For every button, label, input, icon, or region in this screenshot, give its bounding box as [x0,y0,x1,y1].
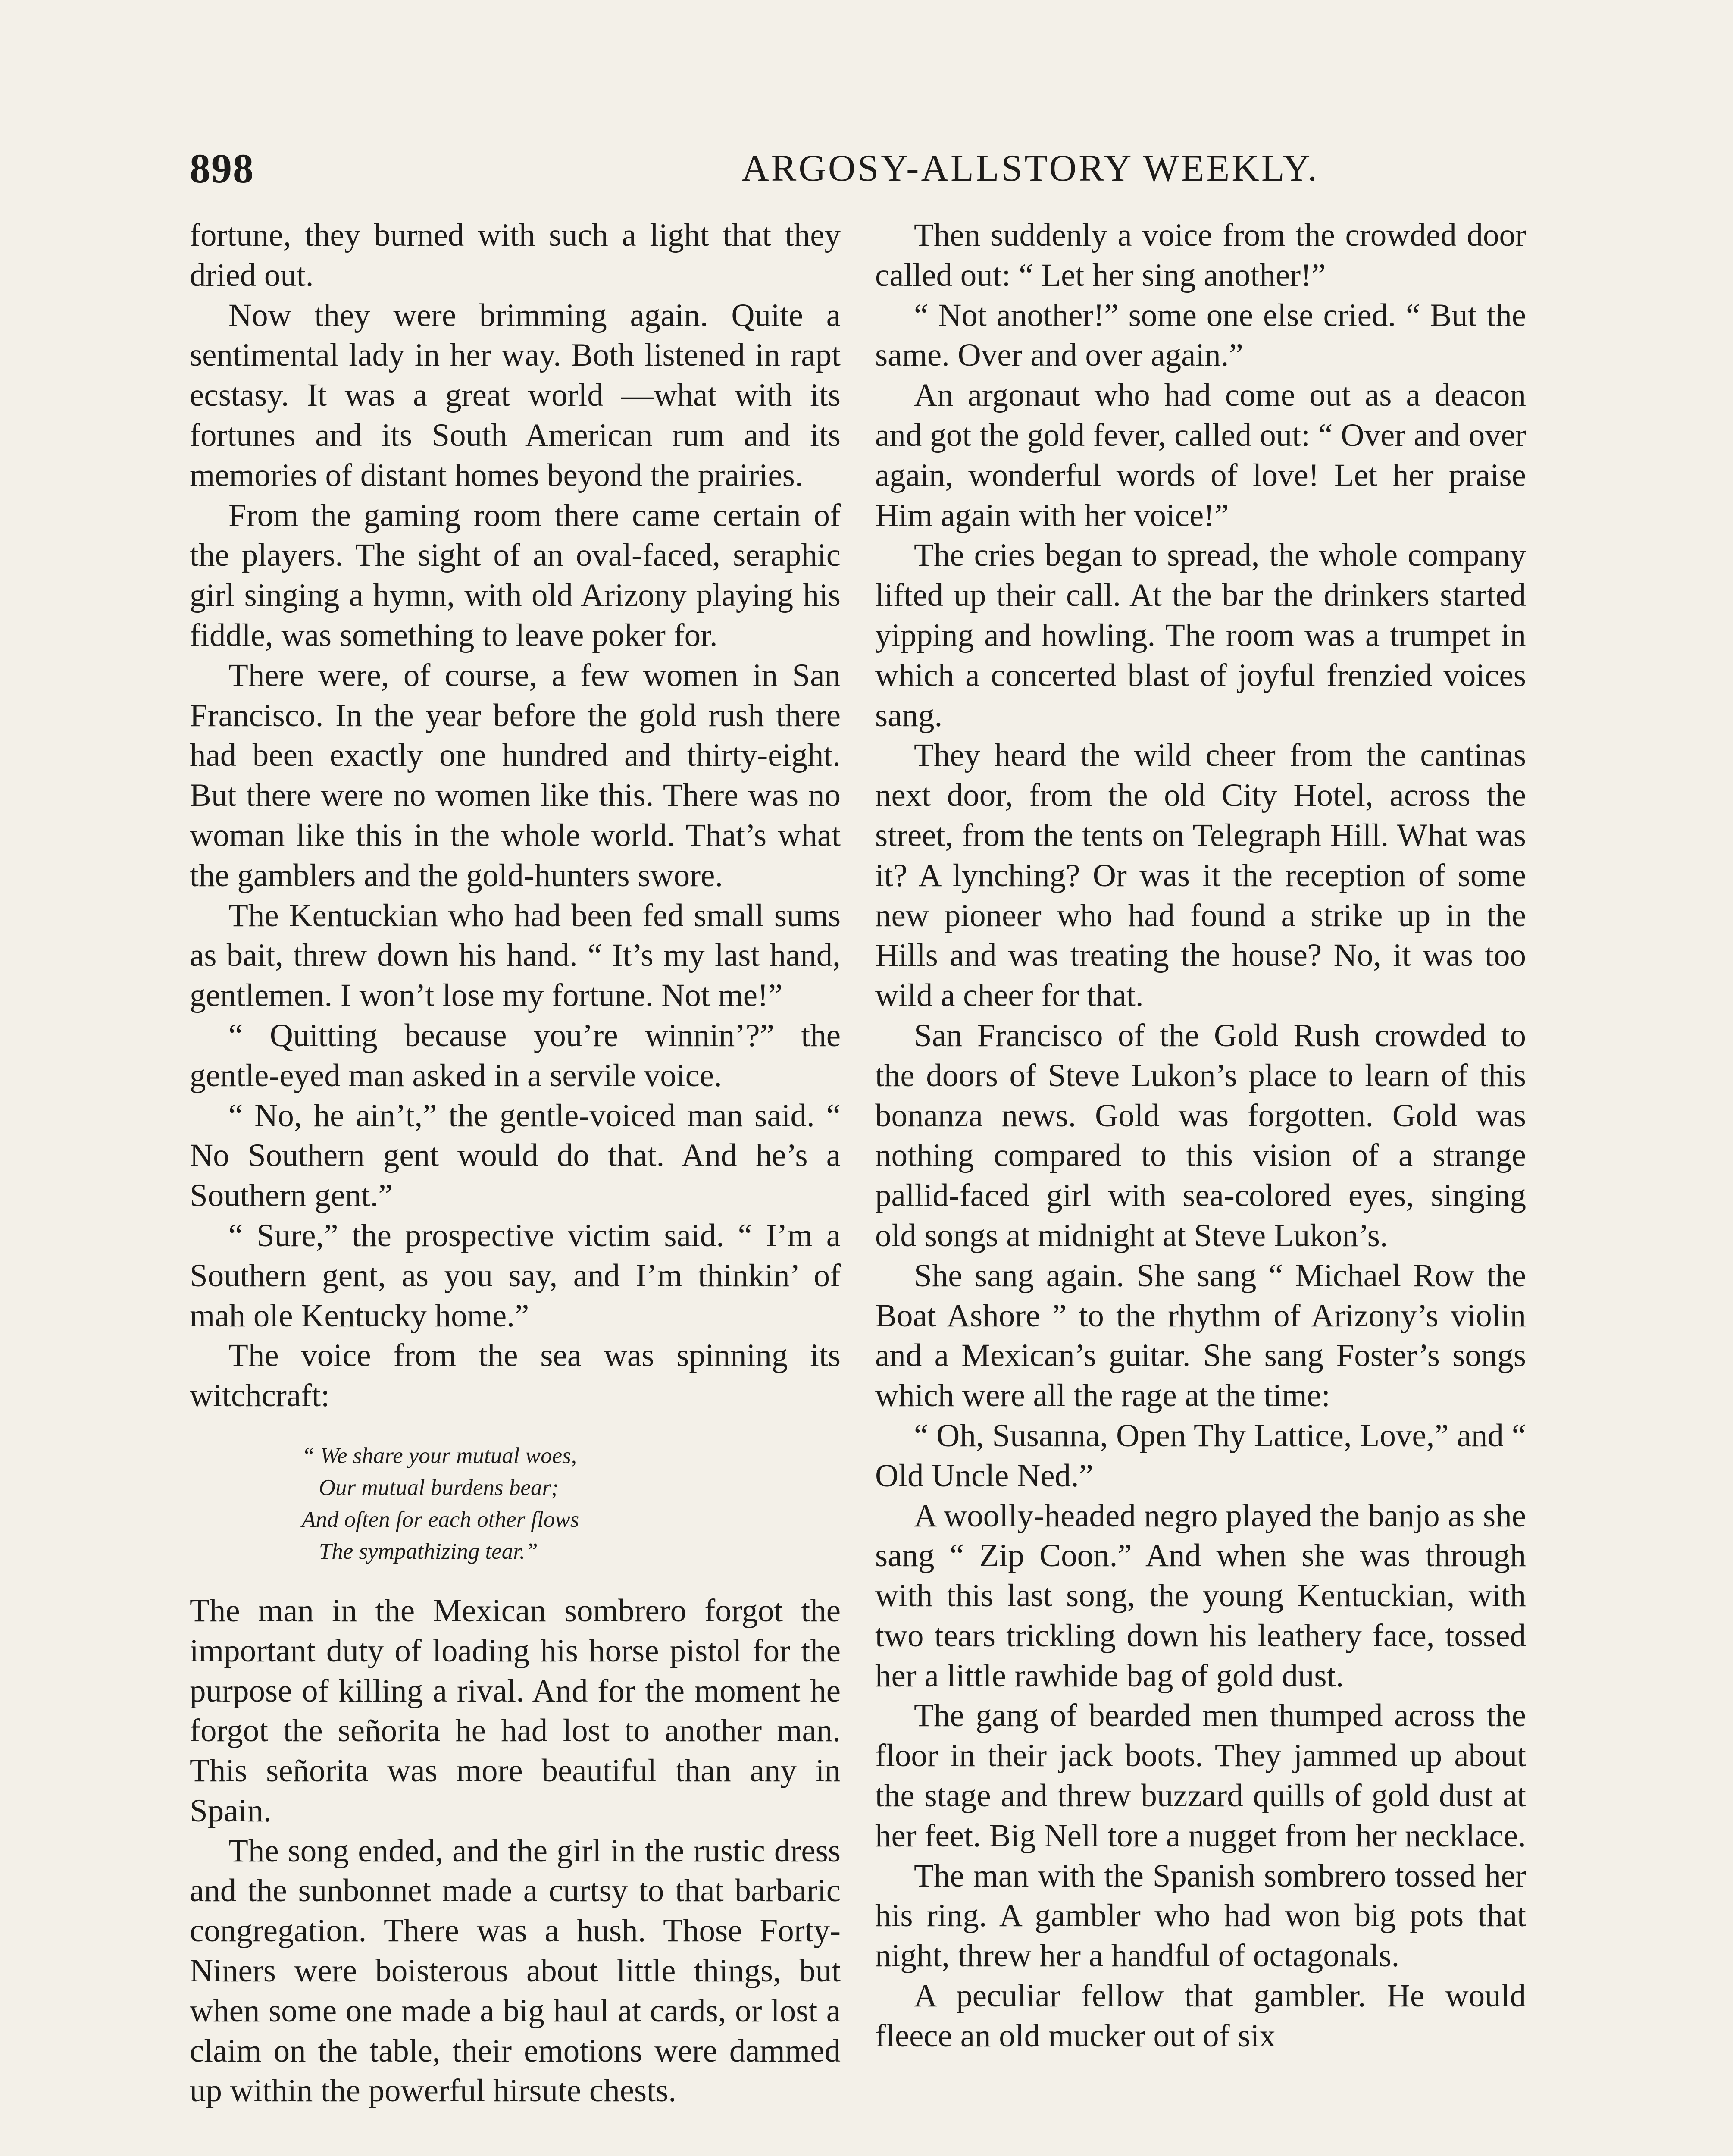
paragraph: A peculiar fellow that gambler. He would fleece an old mucker out of six [875,1978,1526,2054]
paragraph: The gang of bearded men thumped across the floor in their jack boots. They jammed up about the stage and threw buzzard quills of gold dust at her feet. Big Nell tore a nugget from her necklace. [875,1698,1526,1854]
paragraph: She sang again. She sang “ Michael Row the Boat Ashore ” to the rhythm of Arizony’s violin and a Mexican’s guitar. She sang Foster’s songs which were all the rage at the time: [875,1257,1526,1414]
poem-line: “ We share your mutual woes, [302,1443,577,1468]
paragraph: From the gaming room there came certain of the players. The sight of an oval-faced, seraphic girl singing a hymn, with old Arizony playing his fiddle, was something to leave poker for. [190,497,841,653]
paragraph: “ No, he ain’t,” the gentle-voiced man said. “ No Southern gent would do that. And he’s a Southern gent.” [190,1097,841,1214]
poem-line: Our mutual burdens bear; [302,1475,559,1500]
page-header [190,142,1543,194]
paragraph: A woolly-headed negro played the banjo as she sang “ Zip Coon.” And when she was through with this last song, the young Kentuckian, with two tears trickling down his leathery face, tossed her a little rawhide bag of gold dust. [875,1498,1526,1694]
right-column [875,216,1526,2056]
paragraph: There were, of course, a few women in San Francisco. In the year before the gold rush there had been exactly one hundred and thirty-eight. But there were no women like this. There was no woman like this in the whole world. That’s what the gamblers and the gold-hunters swore. [190,657,841,893]
paragraph: The voice from the sea was spinning its witchcraft: [190,1338,841,1414]
paragraph: The man with the Spanish sombrero tossed her his ring. A gambler who had won big pots that night, threw her a handful of octagonals. [875,1858,1526,1974]
paragraph: The song ended, and the girl in the rustic dress and the sunbonnet made a curtsy to that barbaric congregation. There was a hush. Those Forty-Niners were boisterous about little things, but when some one made a big haul at cards, or lost a claim on the table, their emotions were dammed up within the powerful hirsute chests. [190,1833,841,2109]
paragraph: The cries began to spread, the whole company lifted up their call. At the bar the drinkers started yipping and howling. The room was a trumpet in which a concerted blast of joyful frenzied voices sang. [875,537,1526,733]
paragraph: They heard the wild cheer from the cantinas next door, from the old City Hotel, across the street, from the tents on Telegraph Hill. What was it? A lynching? Or was it the reception of some new pioneer who had found a strike up in the Hills and was treating the house? No, it was too wild a cheer for that. [875,737,1526,1014]
paragraph: fortune, they burned with such a light that they dried out. [190,217,841,293]
paragraph: Then suddenly a voice from the crowded door called out: “ Let her sing another!” [875,217,1526,293]
page-number: 898 [190,145,254,191]
poem-line: And often for each other flows [302,1507,579,1532]
paragraph: Now they were brimming again. Quite a sentimental lady in her way. Both listened in rapt ecstasy. It was a great world —what with its fortunes and its South American rum and its memories of distant homes beyond the prairies. [190,297,841,493]
left-column [190,216,841,2111]
paragraph: San Francisco of the Gold Rush crowded to the doors of Steve Lukon’s place to learn of this bonanza news. Gold was forgotten. Gold was nothing compared to this vision of a strange pallid-faced girl with sea-colored eyes, singing old songs at midnight at Steve Lukon’s. [875,1017,1526,1253]
poem-line: The sympathizing tear.” [302,1539,538,1564]
paragraph: “ Quitting because you’re winnin’?” the gentle-eyed man asked in a servile voice. [190,1017,841,1094]
paragraph: “ Sure,” the prospective victim said. “ I’m a Southern gent, as you say, and I’m thinkin’ of mah ole Kentucky home.” [190,1217,841,1334]
paragraph: The man in the Mexican sombrero forgot the important duty of loading his horse pistol for the purpose of killing a rival. And for the moment he forgot the señorita he had lost to another man. This señorita was more beautiful than any in Spain. [190,1592,841,1829]
poem-verse [302,1440,841,1567]
running-title: ARGOSY-ALLSTORY WEEKLY. [741,147,1319,189]
paragraph: An argonaut who had come out as a deacon and got the gold fever, called out: “ Over and over again, wonderful words of love! Let her praise Him again with her voice!” [875,377,1526,533]
paragraph: “ Oh, Susanna, Open Thy Lattice, Love,” and “ Old Uncle Ned.” [875,1417,1526,1494]
paragraph: The Kentuckian who had been fed small sums as bait, threw down his hand. “ It’s my last hand, gentlemen. I won’t lose my fortune. Not me!” [190,897,841,1014]
paragraph: “ Not another!” some one else cried. “ But the same. Over and over again.” [875,297,1526,373]
